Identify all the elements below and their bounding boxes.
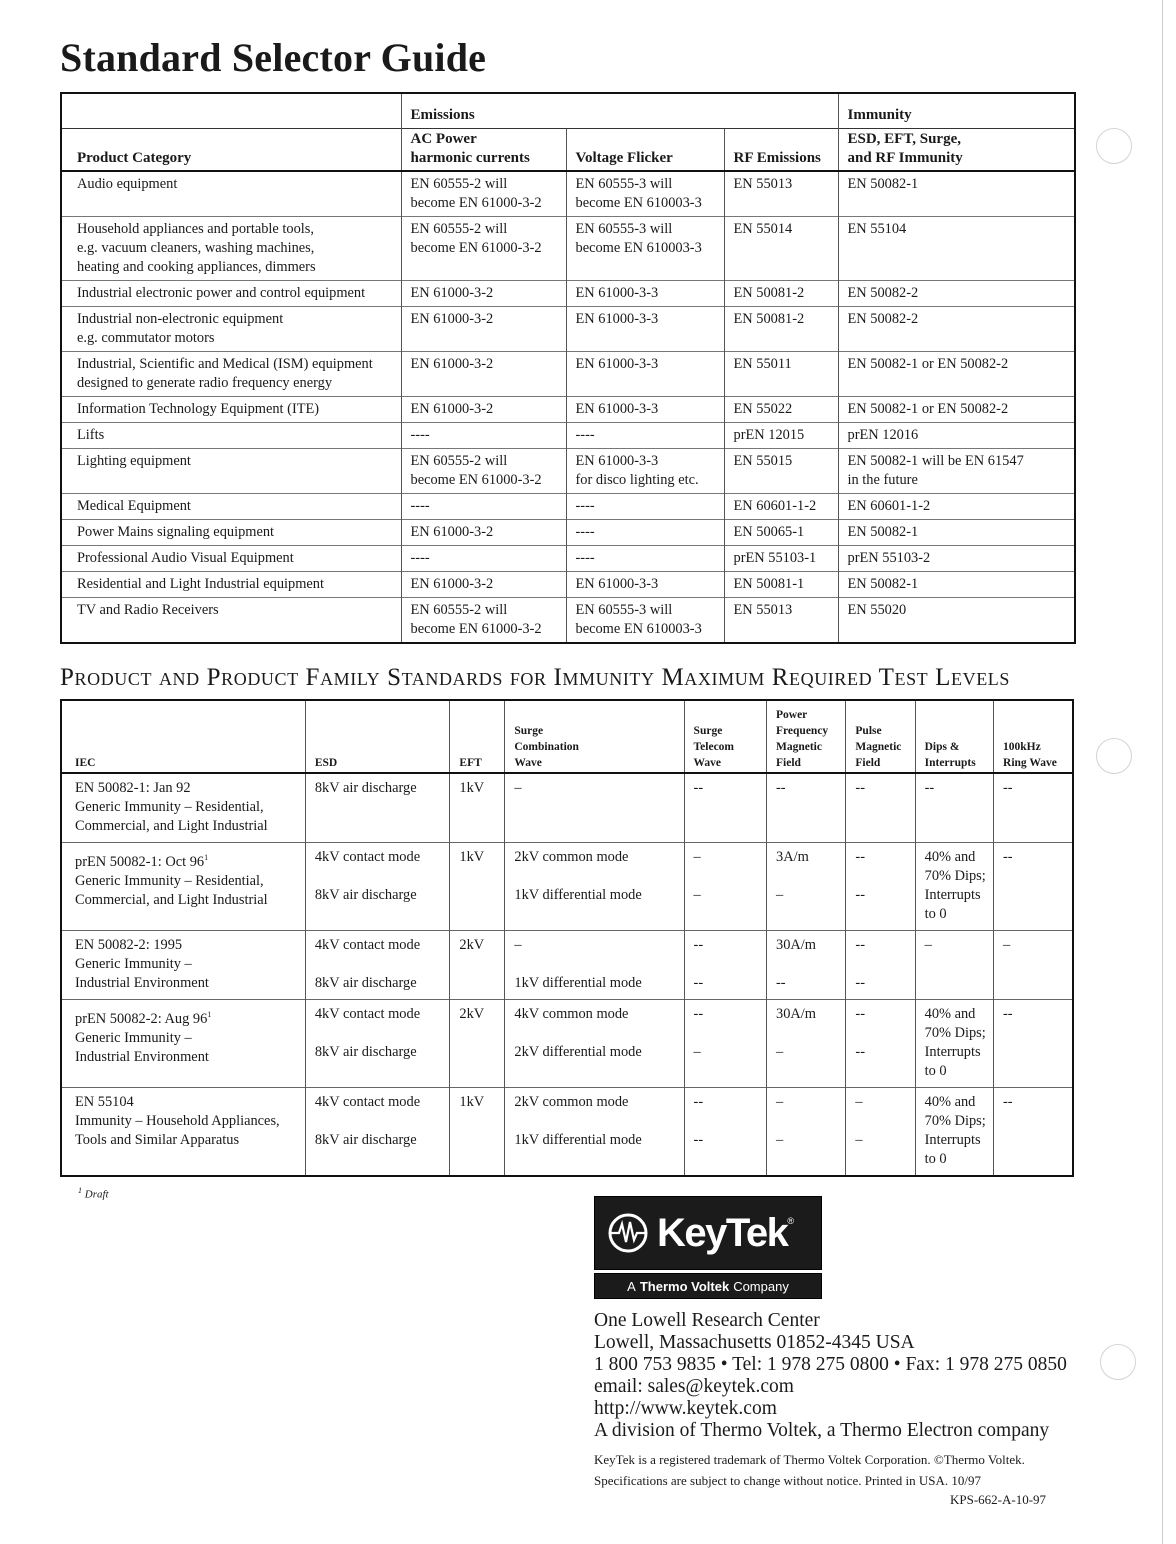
esd-cell-line: 8kV air discharge bbox=[314, 780, 417, 796]
power-frequency-cell bbox=[767, 773, 846, 843]
table-row bbox=[61, 171, 1075, 217]
pulse-magnetic-cell-line: -- bbox=[855, 975, 865, 991]
header-spacer bbox=[61, 93, 401, 129]
immunity-cell: EN 60601-1-2 bbox=[838, 494, 1075, 520]
immunity-levels-table bbox=[60, 699, 1074, 1177]
esd-cell-line: 4kV contact mode bbox=[314, 1006, 421, 1022]
ring-wave-cell: – bbox=[994, 931, 1073, 1000]
voltage-flicker-cell: EN 60555-3 will become EN 610003-3 bbox=[566, 171, 724, 217]
iec-line: Generic Immunity – Residential, bbox=[75, 799, 264, 815]
esd-cell-line: 4kV contact mode bbox=[314, 849, 421, 865]
surge-telecom-cell-line: – bbox=[693, 1044, 701, 1060]
table-row bbox=[61, 843, 1073, 931]
iec-standard-cell bbox=[61, 1000, 305, 1088]
ring-wave-cell: -- bbox=[994, 843, 1073, 931]
surge-telecom-cell bbox=[684, 773, 766, 843]
pulse-magnetic-cell-line: -- bbox=[855, 1044, 865, 1060]
ac-power-cell: ---- bbox=[401, 546, 566, 572]
immunity-cell: prEN 55103-2 bbox=[838, 546, 1075, 572]
power-frequency-cell-line: 30A/m bbox=[776, 937, 816, 953]
product-category-cell: Lighting equipment bbox=[61, 449, 401, 494]
surge-telecom-cell-line: -- bbox=[693, 1006, 704, 1022]
surge-combination-cell-line: 1kV differential mode bbox=[514, 887, 642, 903]
ac-power-cell: ---- bbox=[401, 494, 566, 520]
table-row bbox=[61, 449, 1075, 494]
dips-interrupts-cell: 40% and 70% Dips; Interrupts to 0 bbox=[915, 1000, 993, 1088]
emissions-group-header: Emissions bbox=[401, 93, 838, 129]
line-gap bbox=[776, 867, 845, 886]
line-gap bbox=[315, 1112, 450, 1131]
pulse-magnetic-cell-line: -- bbox=[855, 937, 865, 953]
logo-subtitle-post: Company bbox=[733, 1278, 789, 1294]
ac-power-cell: EN 61000-3-2 bbox=[401, 572, 566, 598]
iec-line: Industrial Environment bbox=[75, 1048, 209, 1065]
immunity-cell: EN 55104 bbox=[838, 217, 1075, 281]
pulse-magnetic-cell bbox=[846, 773, 915, 843]
product-category-cell: Residential and Light Industrial equipment bbox=[61, 572, 401, 598]
surge-combination-cell-line: – bbox=[514, 780, 522, 796]
footnote-marker: 1 bbox=[78, 1186, 82, 1195]
phone-line: 1 800 753 9835 • Tel: 1 978 275 0800 • Fax: 1 978 275 0850 bbox=[594, 1354, 1067, 1375]
voltage-flicker-cell: EN 60555-3 will become EN 610003-3 bbox=[566, 217, 724, 281]
pulse-magnetic-cell-line: – bbox=[855, 1094, 863, 1110]
rf-emissions-cell: EN 55011 bbox=[724, 352, 838, 397]
specs-line: Specifications are subject to change without notice. Printed in USA. 10/97 bbox=[594, 1473, 982, 1488]
ac-power-cell: EN 60555-2 will become EN 61000-3-2 bbox=[401, 171, 566, 217]
voltage-flicker-header: Voltage Flicker bbox=[566, 129, 724, 172]
legal-notice bbox=[594, 1449, 1025, 1491]
surge-telecom-cell-line: – bbox=[693, 849, 701, 865]
product-category-cell: Medical Equipment bbox=[61, 494, 401, 520]
ac-power-cell: EN 61000-3-2 bbox=[401, 307, 566, 352]
immunity-table-header-row bbox=[61, 700, 1073, 773]
esd-cell bbox=[305, 843, 450, 931]
section-title: Product and Product Family Standards for Immunity Maximum Required Test Levels bbox=[60, 664, 1010, 691]
rf-emissions-cell: EN 60601-1-2 bbox=[724, 494, 838, 520]
iec-line: Commercial, and Light Industrial bbox=[75, 818, 268, 834]
eft-cell: 1kV bbox=[450, 843, 505, 931]
immunity-group-header: Immunity bbox=[838, 93, 1075, 129]
product-category-cell: Household appliances and portable tools, e.g. vacuum cleaners, washing machines, heating and cooking appliances, dimmers bbox=[61, 217, 401, 281]
line-gap bbox=[694, 1112, 766, 1131]
dips-interrupts-cell: 40% and 70% Dips; Interrupts to 0 bbox=[915, 1088, 993, 1177]
line-gap bbox=[776, 1112, 845, 1131]
selector-table-body bbox=[61, 171, 1075, 643]
esd-cell-line: 8kV air discharge bbox=[314, 887, 417, 903]
table-row bbox=[61, 931, 1073, 1000]
voltage-flicker-cell: ---- bbox=[566, 520, 724, 546]
surge-combination-cell-line: 2kV differential mode bbox=[514, 1044, 642, 1060]
table-row bbox=[61, 281, 1075, 307]
power-frequency-cell-line: 3A/m bbox=[776, 849, 809, 865]
eft-header: EFT bbox=[450, 700, 505, 773]
ac-power-cell: EN 61000-3-2 bbox=[401, 520, 566, 546]
line-gap bbox=[514, 1112, 683, 1131]
product-category-cell: Power Mains signaling equipment bbox=[61, 520, 401, 546]
surge-combination-cell-line: 2kV common mode bbox=[514, 1094, 629, 1110]
immunity-cell: EN 50082-1 bbox=[838, 572, 1075, 598]
product-category-cell: Information Technology Equipment (ITE) bbox=[61, 397, 401, 423]
rf-emissions-cell: prEN 55103-1 bbox=[724, 546, 838, 572]
esd-cell-line: 8kV air discharge bbox=[314, 1044, 417, 1060]
keytek-logo bbox=[594, 1196, 822, 1270]
immunity-cell: prEN 12016 bbox=[838, 423, 1075, 449]
surge-telecom-cell bbox=[684, 1000, 766, 1088]
voltage-flicker-cell: EN 61000-3-3 bbox=[566, 352, 724, 397]
surge-combination-cell-line: 1kV differential mode bbox=[514, 1132, 642, 1148]
iec-line: EN 50082-1: Jan 92 bbox=[75, 780, 191, 796]
iec-line: Industrial Environment bbox=[75, 975, 209, 991]
voltage-flicker-cell: EN 61000-3-3 for disco lighting etc. bbox=[566, 449, 724, 494]
iec-line: Tools and Similar Apparatus bbox=[75, 1132, 240, 1148]
immunity-cell: EN 55020 bbox=[838, 598, 1075, 644]
surge-telecom-cell-line: – bbox=[693, 887, 701, 903]
rf-emissions-cell: EN 50081-1 bbox=[724, 572, 838, 598]
power-frequency-magnetic-field-header: Power Frequency Magnetic Field bbox=[767, 700, 846, 773]
iec-line: Generic Immunity – bbox=[75, 956, 192, 972]
rf-emissions-cell: prEN 12015 bbox=[724, 423, 838, 449]
pulse-magnetic-cell-line: -- bbox=[855, 849, 865, 865]
surge-combination-cell bbox=[505, 773, 684, 843]
pulse-magnetic-cell bbox=[846, 1000, 915, 1088]
line-gap bbox=[315, 955, 450, 974]
line-gap bbox=[315, 867, 450, 886]
esd-cell-line: 4kV contact mode bbox=[314, 1094, 421, 1110]
product-category-cell: TV and Radio Receivers bbox=[61, 598, 401, 644]
pulse-magnetic-field-header: Pulse Magnetic Field bbox=[846, 700, 915, 773]
immunity-cell: EN 50082-1 bbox=[838, 171, 1075, 217]
surge-telecom-wave-header: Surge Telecom Wave bbox=[684, 700, 766, 773]
immunity-cell: EN 50082-1 will be EN 61547 in the future bbox=[838, 449, 1075, 494]
eft-cell: 1kV bbox=[450, 773, 505, 843]
logo-wordmark: KeyTek bbox=[657, 1210, 788, 1255]
iec-line: Generic Immunity – Residential, bbox=[75, 872, 264, 889]
pulse-magnetic-cell-line: -- bbox=[855, 780, 865, 796]
surge-telecom-cell-line: -- bbox=[693, 1094, 704, 1110]
power-frequency-cell bbox=[767, 1088, 846, 1177]
power-frequency-cell bbox=[767, 1000, 846, 1088]
iec-line: EN 55104 bbox=[75, 1094, 134, 1110]
ring-wave-cell: -- bbox=[994, 773, 1073, 843]
iec-line: prEN 50082-1: Oct $96^1$ bbox=[75, 853, 209, 870]
pulse-magnetic-cell-line: -- bbox=[855, 887, 865, 903]
esd-cell bbox=[305, 1088, 450, 1177]
ac-power-header: AC Power harmonic currents bbox=[401, 129, 566, 172]
surge-telecom-cell-line: -- bbox=[693, 975, 704, 991]
trademark-line: KeyTek is a registered trademark of Thermo Voltek Corporation. ©Thermo Voltek. bbox=[594, 1452, 1025, 1467]
immunity-table-body bbox=[61, 773, 1073, 1176]
ac-power-cell: EN 61000-3-2 bbox=[401, 281, 566, 307]
product-category-cell: Lifts bbox=[61, 423, 401, 449]
line-gap bbox=[776, 1024, 845, 1043]
surge-telecom-cell bbox=[684, 1088, 766, 1177]
esd-cell bbox=[305, 773, 450, 843]
voltage-flicker-cell: ---- bbox=[566, 423, 724, 449]
line-gap bbox=[855, 1112, 914, 1131]
power-frequency-cell-line: – bbox=[776, 1132, 784, 1148]
eft-cell: 1kV bbox=[450, 1088, 505, 1177]
table-row bbox=[61, 307, 1075, 352]
page-title: Standard Selector Guide bbox=[60, 35, 487, 80]
draft-marker: 1 bbox=[207, 1010, 212, 1019]
immunity-cell: EN 50082-2 bbox=[838, 307, 1075, 352]
dips-interrupts-header: Dips & Interrupts bbox=[915, 700, 993, 773]
surge-combination-cell-line: 2kV common mode bbox=[514, 849, 629, 865]
product-category-cell: Industrial non-electronic equipment e.g. commutator motors bbox=[61, 307, 401, 352]
surge-combination-cell-line: 4kV common mode bbox=[514, 1006, 629, 1022]
logo-subtitle-brand: Thermo Voltek bbox=[639, 1278, 730, 1294]
table-row bbox=[61, 520, 1075, 546]
immunity-cell: EN 50082-1 bbox=[838, 520, 1075, 546]
ac-power-cell: EN 61000-3-2 bbox=[401, 397, 566, 423]
voltage-flicker-cell: EN 61000-3-3 bbox=[566, 397, 724, 423]
line-gap bbox=[855, 867, 914, 886]
power-frequency-cell-line: – bbox=[776, 1094, 784, 1110]
email-line: email: sales@keytek.com bbox=[594, 1376, 794, 1397]
iec-line: Commercial, and Light Industrial bbox=[75, 891, 268, 908]
surge-telecom-cell-line: -- bbox=[693, 937, 704, 953]
product-category-header: Product Category bbox=[61, 129, 401, 172]
power-frequency-cell-line: -- bbox=[776, 975, 786, 991]
registered-mark: ® bbox=[787, 1216, 794, 1226]
keytek-emblem-icon bbox=[607, 1212, 649, 1254]
esd-cell-line: 8kV air discharge bbox=[314, 975, 417, 991]
power-frequency-cell bbox=[767, 843, 846, 931]
table-row bbox=[61, 1000, 1073, 1088]
line-gap bbox=[694, 955, 766, 974]
table-row bbox=[61, 1088, 1073, 1177]
eft-cell: 2kV bbox=[450, 1000, 505, 1088]
table-row bbox=[61, 773, 1073, 843]
pulse-magnetic-cell-line: – bbox=[855, 1132, 863, 1148]
immunity-cell: EN 50082-1 or EN 50082-2 bbox=[838, 397, 1075, 423]
table-row bbox=[61, 352, 1075, 397]
page-edge bbox=[1162, 0, 1163, 1544]
ring-wave-cell: -- bbox=[994, 1000, 1073, 1088]
product-category-cell: Industrial electronic power and control equipment bbox=[61, 281, 401, 307]
table-row bbox=[61, 217, 1075, 281]
surge-combination-cell-line: – bbox=[514, 937, 522, 953]
table-row bbox=[61, 572, 1075, 598]
line-gap bbox=[514, 1024, 683, 1043]
immunity-cell: EN 50082-1 or EN 50082-2 bbox=[838, 352, 1075, 397]
address-line: Lowell, Massachusetts 01852-4345 USA bbox=[594, 1332, 915, 1353]
binder-hole bbox=[1096, 738, 1132, 774]
document-code: KPS-662-A-10-97 bbox=[950, 1492, 1047, 1507]
voltage-flicker-cell: EN 61000-3-3 bbox=[566, 307, 724, 352]
product-category-cell: Professional Audio Visual Equipment bbox=[61, 546, 401, 572]
rf-emissions-cell: EN 55015 bbox=[724, 449, 838, 494]
product-category-cell: Industrial, Scientific and Medical (ISM) equipment designed to generate radio frequency energy bbox=[61, 352, 401, 397]
iec-standard-cell bbox=[61, 773, 305, 843]
surge-combination-cell bbox=[505, 1088, 684, 1177]
line-gap bbox=[855, 1024, 914, 1043]
esd-cell bbox=[305, 1000, 450, 1088]
iec-standard-cell bbox=[61, 1088, 305, 1177]
surge-telecom-cell bbox=[684, 931, 766, 1000]
binder-hole bbox=[1100, 1344, 1136, 1380]
rf-emissions-cell: EN 55014 bbox=[724, 217, 838, 281]
power-frequency-cell-line: – bbox=[776, 887, 784, 903]
iec-standard-cell bbox=[61, 843, 305, 931]
iec-header: IEC bbox=[75, 757, 96, 769]
dips-interrupts-cell: -- bbox=[915, 773, 993, 843]
power-frequency-cell-line: – bbox=[776, 1044, 784, 1060]
pulse-magnetic-cell bbox=[846, 843, 915, 931]
ac-power-cell: EN 60555-2 will become EN 61000-3-2 bbox=[401, 449, 566, 494]
rf-emissions-cell: EN 55022 bbox=[724, 397, 838, 423]
rf-emissions-cell: EN 50081-2 bbox=[724, 307, 838, 352]
binder-hole bbox=[1096, 128, 1132, 164]
dips-interrupts-cell: – bbox=[915, 931, 993, 1000]
surge-combination-cell bbox=[505, 843, 684, 931]
iec-line: EN 50082-2: 1995 bbox=[75, 937, 183, 953]
line-gap bbox=[315, 1024, 450, 1043]
esd-cell bbox=[305, 931, 450, 1000]
surge-combination-wave-header: Surge Combination Wave bbox=[505, 700, 684, 773]
dips-interrupts-cell: 40% and 70% Dips; Interrupts to 0 bbox=[915, 843, 993, 931]
rf-emissions-cell: EN 50081-2 bbox=[724, 281, 838, 307]
surge-combination-cell bbox=[505, 931, 684, 1000]
pulse-magnetic-cell-line: -- bbox=[855, 1006, 865, 1022]
line-gap bbox=[694, 867, 766, 886]
rf-emissions-cell: EN 55013 bbox=[724, 171, 838, 217]
line-gap bbox=[514, 867, 683, 886]
line-gap bbox=[694, 1024, 766, 1043]
surge-telecom-cell-line: -- bbox=[693, 1132, 704, 1148]
logo-subtitle-pre: A bbox=[627, 1278, 636, 1294]
esd-cell-line: 8kV air discharge bbox=[314, 1132, 417, 1148]
immunity-header: ESD, EFT, Surge, and RF Immunity bbox=[838, 129, 1075, 172]
ac-power-cell: EN 60555-2 will become EN 61000-3-2 bbox=[401, 598, 566, 644]
power-frequency-cell-line: -- bbox=[776, 780, 786, 796]
line-gap bbox=[514, 955, 683, 974]
line-gap bbox=[855, 955, 914, 974]
pulse-magnetic-cell bbox=[846, 931, 915, 1000]
iec-standard-cell bbox=[61, 931, 305, 1000]
rf-emissions-cell: EN 55013 bbox=[724, 598, 838, 644]
power-frequency-cell-line: 30A/m bbox=[776, 1006, 816, 1022]
footnote-text: Draft bbox=[84, 1188, 109, 1201]
voltage-flicker-cell: EN 61000-3-3 bbox=[566, 281, 724, 307]
surge-telecom-cell bbox=[684, 843, 766, 931]
immunity-cell: EN 50082-2 bbox=[838, 281, 1075, 307]
surge-combination-cell bbox=[505, 1000, 684, 1088]
iec-line: Immunity – Household Appliances, bbox=[75, 1113, 280, 1129]
ac-power-cell: EN 60555-2 will become EN 61000-3-2 bbox=[401, 217, 566, 281]
product-category-cell: Audio equipment bbox=[61, 171, 401, 217]
surge-combination-cell-line: 1kV differential mode bbox=[514, 975, 642, 991]
footnote bbox=[78, 1186, 109, 1201]
table-row bbox=[61, 598, 1075, 644]
company-address bbox=[594, 1310, 1067, 1442]
voltage-flicker-cell: ---- bbox=[566, 494, 724, 520]
table-row bbox=[61, 423, 1075, 449]
iec-line: Generic Immunity – bbox=[75, 1029, 192, 1046]
esd-header: ESD bbox=[305, 700, 450, 773]
pulse-magnetic-cell bbox=[846, 1088, 915, 1177]
division-line: A division of Thermo Voltek, a Thermo Electron company bbox=[594, 1420, 1050, 1441]
esd-cell-line: 4kV contact mode bbox=[314, 937, 421, 953]
table-row bbox=[61, 397, 1075, 423]
table-row bbox=[61, 546, 1075, 572]
power-frequency-cell bbox=[767, 931, 846, 1000]
logo-subtitle bbox=[594, 1273, 822, 1299]
rf-emissions-header: RF Emissions bbox=[724, 129, 838, 172]
iec-line: prEN 50082-2: Aug $96^1$ bbox=[75, 1010, 212, 1027]
voltage-flicker-cell: EN 60555-3 will become EN 610003-3 bbox=[566, 598, 724, 644]
voltage-flicker-cell: ---- bbox=[566, 546, 724, 572]
surge-telecom-cell-line: -- bbox=[693, 780, 704, 796]
ring-wave-header: 100kHz Ring Wave bbox=[994, 700, 1073, 773]
website-line: http://www.keytek.com bbox=[594, 1398, 777, 1419]
address-line: One Lowell Research Center bbox=[594, 1310, 820, 1331]
ring-wave-cell: -- bbox=[994, 1088, 1073, 1177]
table-row bbox=[61, 494, 1075, 520]
ac-power-cell: EN 61000-3-2 bbox=[401, 352, 566, 397]
ac-power-cell: ---- bbox=[401, 423, 566, 449]
standard-selector-table bbox=[60, 92, 1076, 644]
voltage-flicker-cell: EN 61000-3-3 bbox=[566, 572, 724, 598]
line-gap bbox=[776, 955, 845, 974]
draft-marker: 1 bbox=[204, 853, 209, 862]
eft-cell: 2kV bbox=[450, 931, 505, 1000]
rf-emissions-cell: EN 50065-1 bbox=[724, 520, 838, 546]
